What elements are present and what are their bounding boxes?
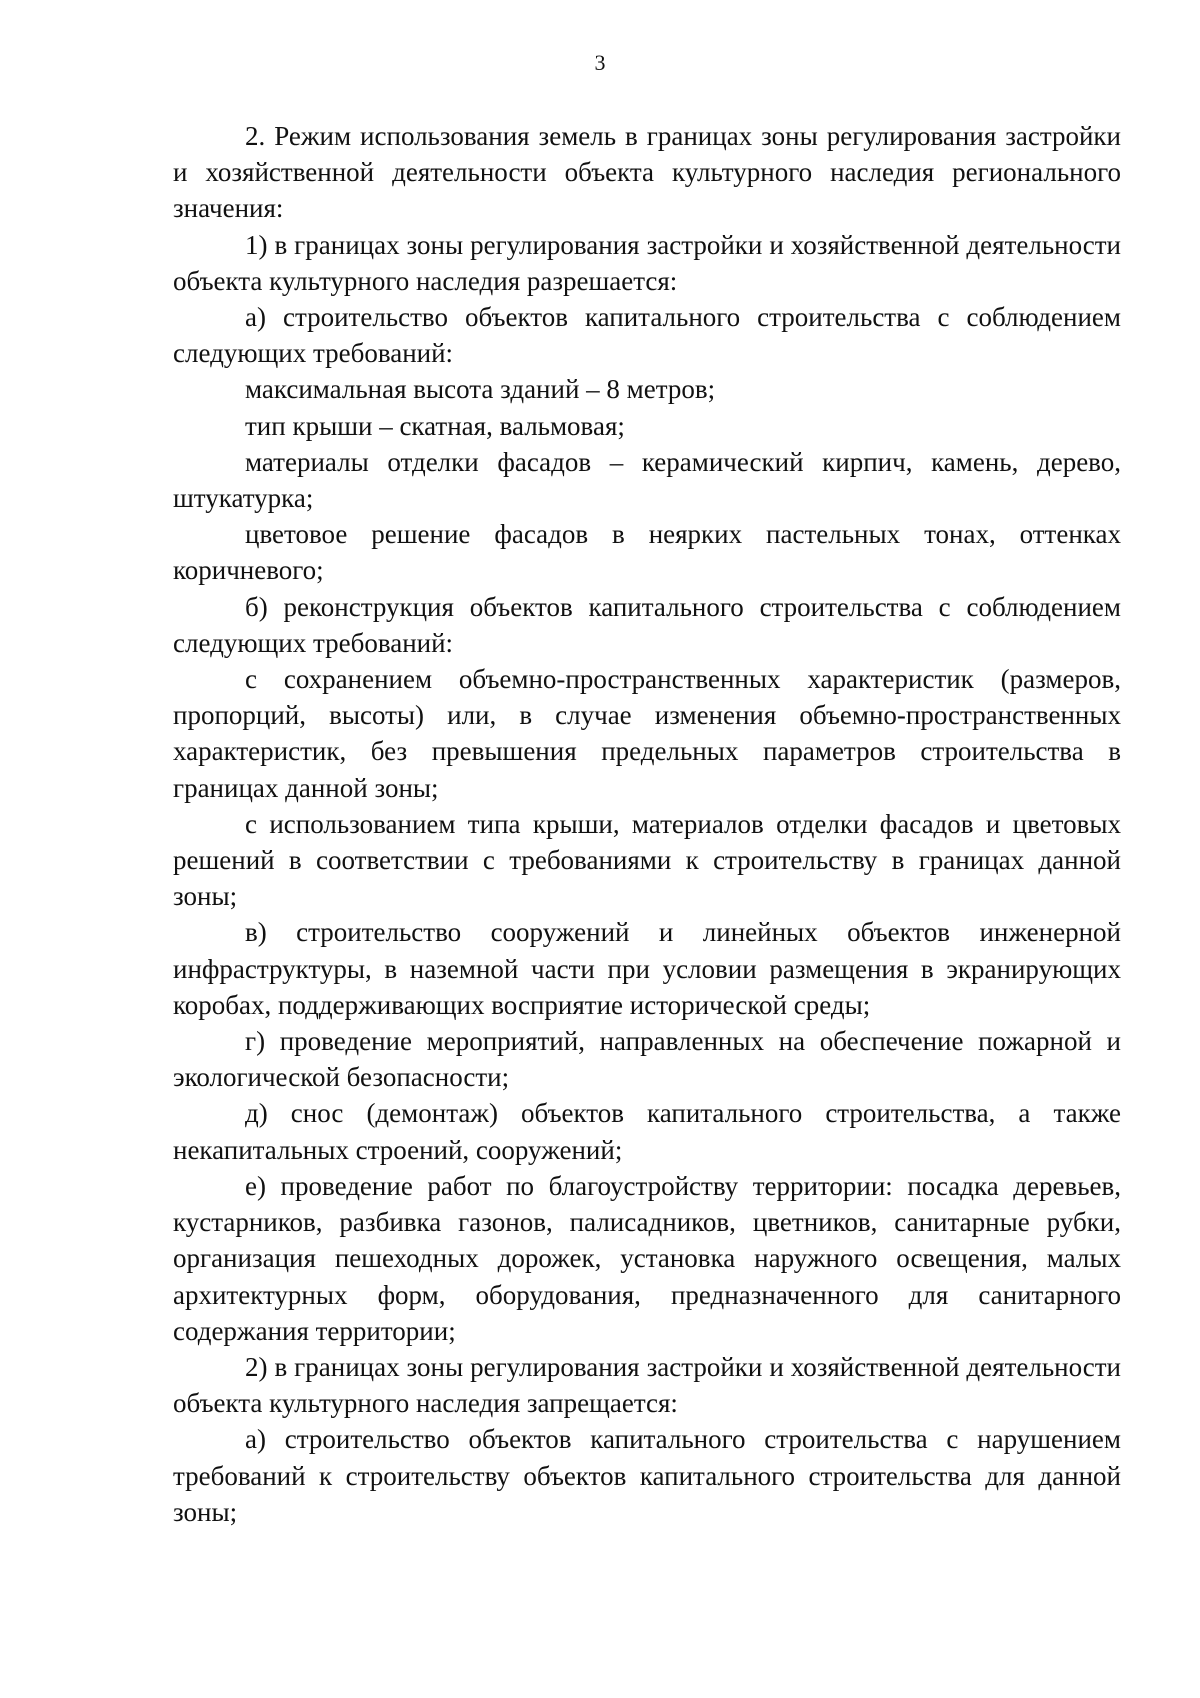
paragraph-permitted-v: в) строительство сооружений и линейных объектов инженерной инфраструктуры, в наземной части при условии размещения в экранирующих коробах, поддерживающих восприятие исторической среды; [173, 917, 1121, 1020]
paragraph-roof-materials-colors: с использованием типа крыши, материалов отделки фасадов и цветовых решений в соответствии с требованиями к строительству в границах данной зоны; [173, 808, 1121, 912]
paragraph-facade-materials: материалы отделки фасадов – керамический кирпич, камень, дерево, штукатурка; [173, 446, 1121, 514]
paragraph-land-use-regime: 2. Режим использования земель в границах зоны регулирования застройки и хозяйственной деятельности объекта культурного наследия регионального значения: [173, 121, 1121, 224]
document-body [173, 118, 1121, 1530]
paragraph-max-height: максимальная высота зданий – 8 метров; [245, 374, 716, 405]
paragraph-facade-color: цветовое решение фасадов в неярких пастельных тонах, оттенках коричневого; [173, 519, 1121, 586]
paragraph-permitted-e: е) проведение работ по благоустройству территории: посадка деревьев, кустарников, разбивка газонов, палисадников, цветников, санитарные рубки, организация пешеходных дорожек, установка наружного освещения, малых архитектурных форм, оборудования, предназначенного для санитарного содержания территории; [173, 1170, 1121, 1346]
paragraph-permitted-g: г) проведение мероприятий, направленных на обеспечение пожарной и экологической безопасности; [173, 1026, 1121, 1093]
paragraph-prohibited-intro: 2) в границах зоны регулирования застройки и хозяйственной деятельности объекта культурного наследия запрещается: [173, 1351, 1121, 1419]
paragraph-permitted-intro: 1) в границах зоны регулирования застройки и хозяйственной деятельности объекта культурного наследия разрешается: [173, 229, 1121, 296]
paragraph-permitted-a: а) строительство объектов капитального строительства с соблюдением следующих требований: [173, 302, 1121, 369]
page-number: 3 [594, 50, 606, 75]
paragraph-permitted-d: д) снос (демонтаж) объектов капитального строительства, а также некапитальных строений, сооружений; [173, 1098, 1121, 1165]
paragraph-roof-type: тип крыши – скатная, вальмовая; [245, 410, 625, 441]
paragraph-permitted-b: б) реконструкция объектов капитального строительства с соблюдением следующих требований: [173, 591, 1121, 658]
paragraph-prohibited-a: а) строительство объектов капитального строительства с нарушением требований к строительству объектов капитального строительства для данной зоны; [173, 1424, 1121, 1527]
paragraph-volume-preservation: с сохранением объемно-пространственных характеристик (размеров, пропорций, высоты) или, в случае изменения объемно-пространственных характеристик, без превышения предельных параметров строительства в границах данной зоны; [173, 664, 1121, 803]
